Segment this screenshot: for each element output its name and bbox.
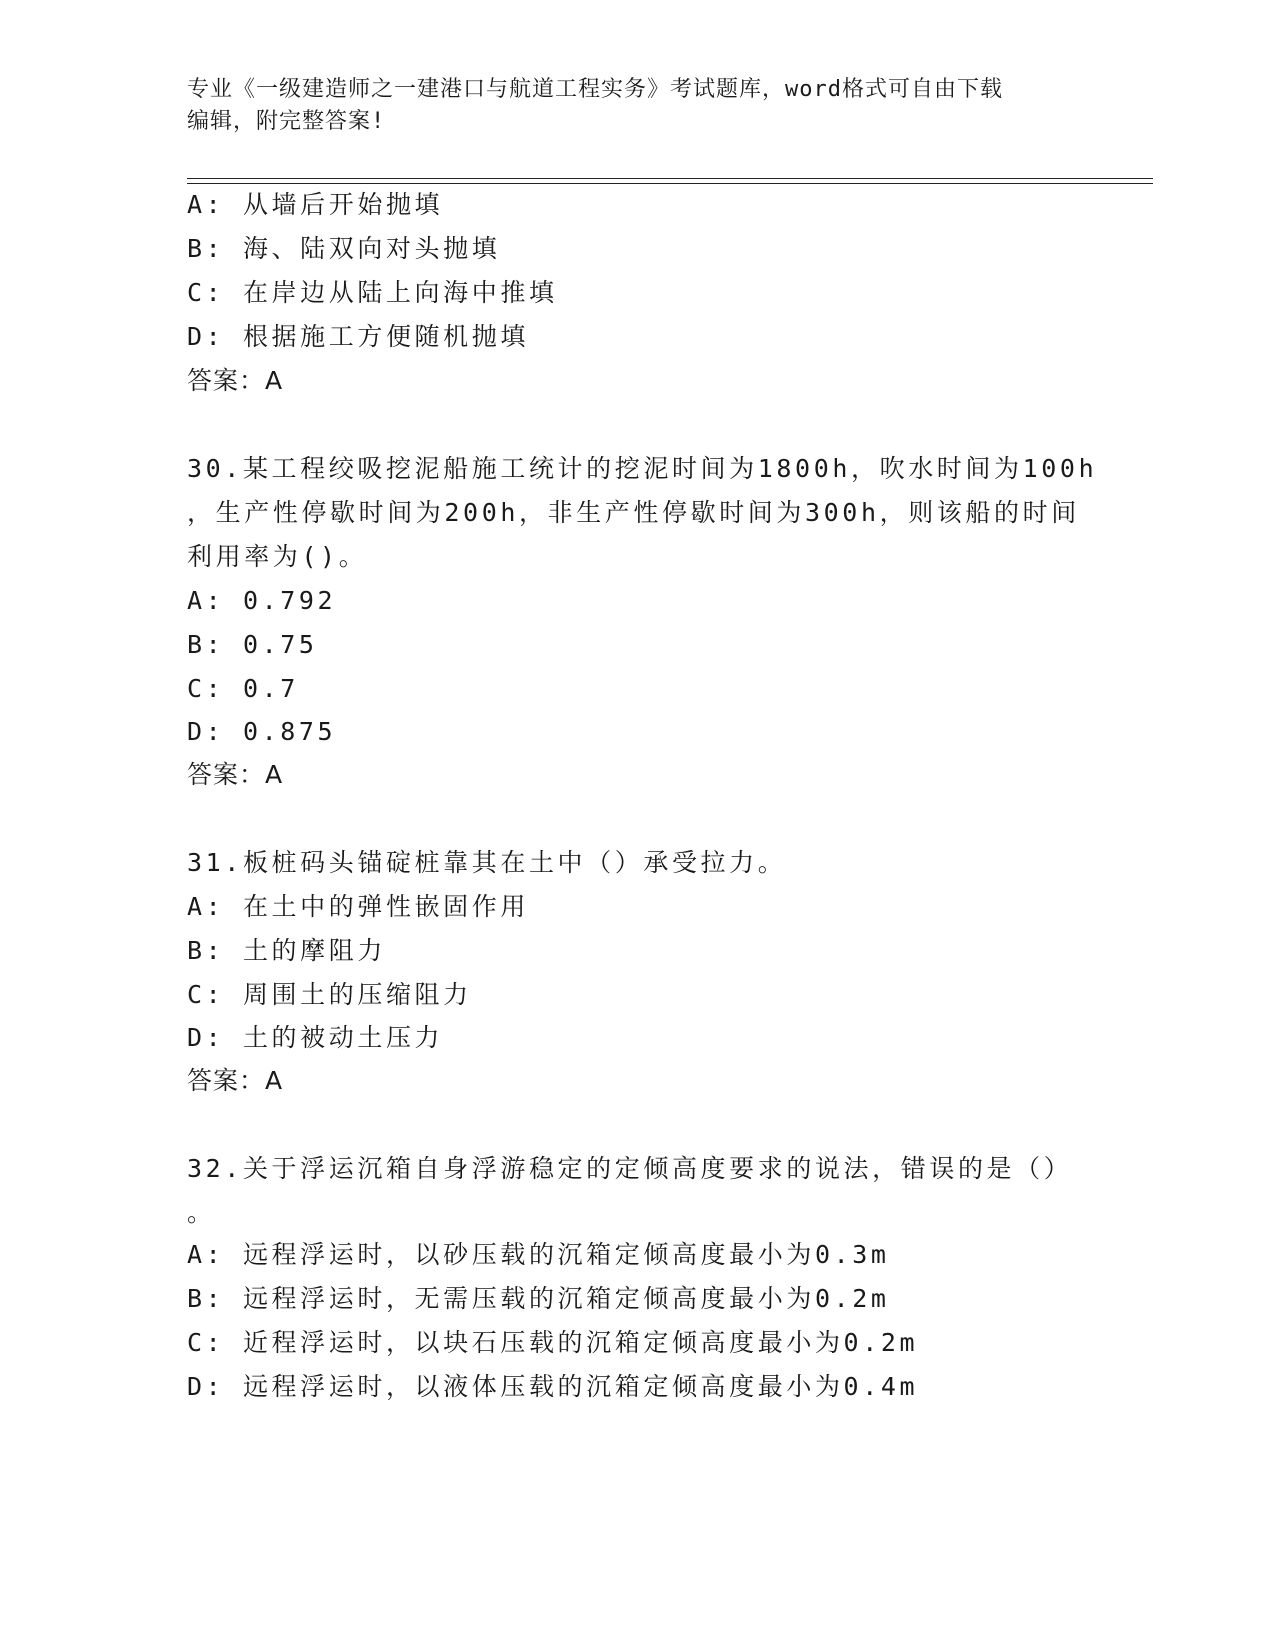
q32-option-a: A: 远程浮运时，以砂压载的沉箱定倾高度最小为0.3m	[187, 1240, 890, 1269]
q30-answer: 答案：A	[187, 760, 284, 789]
q31-option-c: C: 周围土的压缩阻力	[187, 980, 472, 1009]
q31-answer: 答案：A	[187, 1066, 284, 1095]
q29-option-d: D: 根据施工方便随机抛填	[187, 322, 529, 351]
q29-option-a: A: 从墙后开始抛填	[187, 190, 444, 219]
q30-stem-line-1: 30.某工程绞吸挖泥船施工统计的挖泥时间为1800h，吹水时间为100h	[187, 454, 1098, 483]
q30-stem-line-2: ，生产性停歇时间为200h，非生产性停歇时间为300h，则该船的时间	[187, 498, 1080, 527]
q31-option-d: D: 土的被动土压力	[187, 1023, 444, 1052]
q31-option-b: B: 土的摩阻力	[187, 936, 386, 965]
q30-stem-line-3: 利用率为()。	[187, 542, 368, 571]
q30-option-b: B: 0.75	[187, 630, 318, 659]
header-rule-thick	[187, 178, 1153, 179]
q31-stem-line-1: 31.板桩码头锚碇桩靠其在土中（）承受拉力。	[187, 848, 787, 877]
q32-stem-line-1: 32.关于浮运沉箱自身浮游稳定的定倾高度要求的说法，错误的是（）	[187, 1154, 1073, 1183]
q32-option-b: B: 远程浮运时，无需压载的沉箱定倾高度最小为0.2m	[187, 1284, 890, 1313]
q32-option-c: C: 近程浮运时，以块石压载的沉箱定倾高度最小为0.2m	[187, 1328, 919, 1357]
q31-option-a: A: 在土中的弹性嵌固作用	[187, 892, 529, 921]
q32-option-d: D: 远程浮运时，以液体压载的沉箱定倾高度最小为0.4m	[187, 1372, 919, 1401]
q30-option-d: D: 0.875	[187, 717, 337, 746]
q29-option-b: B: 海、陆双向对头抛填	[187, 234, 501, 263]
header-rule-thin	[187, 183, 1153, 184]
q29-answer: 答案：A	[187, 366, 284, 395]
document-header	[187, 74, 1067, 138]
header-line-1: 专业《一级建造师之一建港口与航道工程实务》考试题库，word格式可自由下载	[187, 77, 1003, 102]
q30-option-c: C: 0.7	[187, 674, 299, 703]
q29-option-c: C: 在岸边从陆上向海中推填	[187, 278, 558, 307]
header-line-2: 编辑，附完整答案!	[187, 109, 386, 134]
q32-stem-line-2: 。	[187, 1198, 216, 1227]
q30-option-a: A: 0.792	[187, 586, 337, 615]
